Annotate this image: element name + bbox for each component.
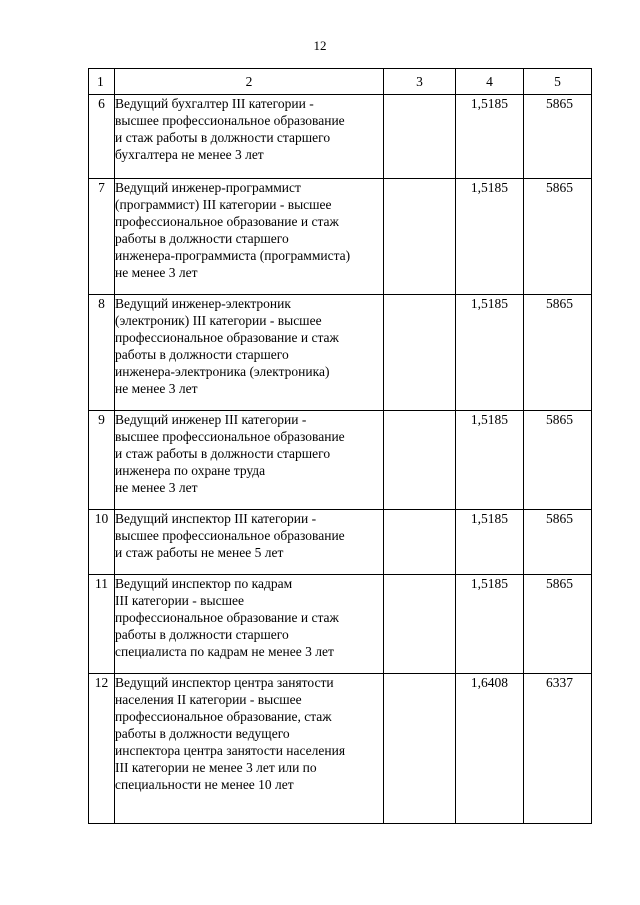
description-line: и стаж работы в должности старшего bbox=[115, 130, 331, 145]
description-line: не менее 3 лет bbox=[115, 381, 198, 396]
salary-table bbox=[88, 68, 592, 824]
coefficient-cell: 1,5185 bbox=[456, 295, 524, 411]
description-line: высшее профессиональное образование bbox=[115, 429, 345, 444]
header-cell-2: 2 bbox=[115, 69, 384, 95]
header-cell-4: 4 bbox=[456, 69, 524, 95]
salary-cell: 5865 bbox=[524, 295, 592, 411]
column-3-cell bbox=[384, 575, 456, 674]
description-line: Ведущий инспектор III категории - bbox=[115, 511, 317, 526]
description-line: населения II категории - высшее bbox=[115, 692, 302, 707]
salary-cell: 5865 bbox=[524, 510, 592, 575]
description-line: не менее 3 лет bbox=[115, 265, 198, 280]
table-row bbox=[89, 95, 592, 179]
header-cell-5: 5 bbox=[524, 69, 592, 95]
table-row bbox=[89, 411, 592, 510]
header-cell-1: 1 bbox=[89, 69, 115, 95]
description-line: работы в должности старшего bbox=[115, 231, 289, 246]
salary-cell: 5865 bbox=[524, 575, 592, 674]
coefficient-cell: 1,5185 bbox=[456, 510, 524, 575]
salary-cell: 5865 bbox=[524, 95, 592, 179]
salary-cell: 5865 bbox=[524, 411, 592, 510]
column-3-cell bbox=[384, 179, 456, 295]
table-row bbox=[89, 295, 592, 411]
salary-cell: 6337 bbox=[524, 674, 592, 824]
description-line: высшее профессиональное образование bbox=[115, 113, 345, 128]
position-description bbox=[115, 575, 384, 674]
description-line: работы в должности старшего bbox=[115, 627, 289, 642]
description-line: Ведущий инженер-программист bbox=[115, 180, 301, 195]
description-line: специальности не менее 10 лет bbox=[115, 777, 294, 792]
table-row bbox=[89, 575, 592, 674]
description-line: и стаж работы не менее 5 лет bbox=[115, 545, 284, 560]
row-number: 10 bbox=[89, 510, 115, 575]
table-header-row bbox=[89, 69, 592, 95]
position-description bbox=[115, 95, 384, 179]
row-number: 6 bbox=[89, 95, 115, 179]
page-number: 12 bbox=[313, 38, 327, 53]
description-line: специалиста по кадрам не менее 3 лет bbox=[115, 644, 334, 659]
description-line: работы в должности ведущего bbox=[115, 726, 290, 741]
header-cell-3: 3 bbox=[384, 69, 456, 95]
table-body bbox=[89, 69, 592, 824]
description-line: Ведущий инженер III категории - bbox=[115, 412, 307, 427]
position-description bbox=[115, 674, 384, 824]
description-line: Ведущий инженер-электроник bbox=[115, 296, 291, 311]
coefficient-cell: 1,5185 bbox=[456, 411, 524, 510]
row-number: 9 bbox=[89, 411, 115, 510]
column-3-cell bbox=[384, 95, 456, 179]
description-line: Ведущий инспектор по кадрам bbox=[115, 576, 293, 591]
coefficient-cell: 1,5185 bbox=[456, 95, 524, 179]
position-description bbox=[115, 179, 384, 295]
description-line: III категории - высшее bbox=[115, 593, 244, 608]
coefficient-cell: 1,5185 bbox=[456, 179, 524, 295]
column-3-cell bbox=[384, 510, 456, 575]
row-number: 7 bbox=[89, 179, 115, 295]
table-row bbox=[89, 510, 592, 575]
description-line: работы в должности старшего bbox=[115, 347, 289, 362]
table-row bbox=[89, 179, 592, 295]
position-description bbox=[115, 510, 384, 575]
coefficient-cell: 1,6408 bbox=[456, 674, 524, 824]
column-3-cell bbox=[384, 674, 456, 824]
description-line: профессиональное образование и стаж bbox=[115, 214, 339, 229]
coefficient-cell: 1,5185 bbox=[456, 575, 524, 674]
description-line: не менее 3 лет bbox=[115, 480, 198, 495]
description-line: (программист) III категории - высшее bbox=[115, 197, 332, 212]
row-number: 8 bbox=[89, 295, 115, 411]
salary-cell: 5865 bbox=[524, 179, 592, 295]
row-number: 12 bbox=[89, 674, 115, 824]
description-line: профессиональное образование, стаж bbox=[115, 709, 332, 724]
description-line: профессиональное образование и стаж bbox=[115, 330, 339, 345]
row-number: 11 bbox=[89, 575, 115, 674]
position-description bbox=[115, 295, 384, 411]
description-line: инспектора центра занятости населения bbox=[115, 743, 346, 758]
description-line: и стаж работы в должности старшего bbox=[115, 446, 331, 461]
description-line: III категории не менее 3 лет или по bbox=[115, 760, 317, 775]
description-line: Ведущий инспектор центра занятости bbox=[115, 675, 334, 690]
description-line: бухгалтера не менее 3 лет bbox=[115, 147, 264, 162]
position-description bbox=[115, 411, 384, 510]
column-3-cell bbox=[384, 295, 456, 411]
column-3-cell bbox=[384, 411, 456, 510]
description-line: (электроник) III категории - высшее bbox=[115, 313, 322, 328]
description-line: инженера-электроника (электроника) bbox=[115, 364, 330, 379]
description-line: Ведущий бухгалтер III категории - bbox=[115, 96, 314, 111]
description-line: высшее профессиональное образование bbox=[115, 528, 345, 543]
description-line: профессиональное образование и стаж bbox=[115, 610, 339, 625]
table-row bbox=[89, 674, 592, 824]
description-line: инженера по охране труда bbox=[115, 463, 266, 478]
description-line: инженера-программиста (программиста) bbox=[115, 248, 351, 263]
